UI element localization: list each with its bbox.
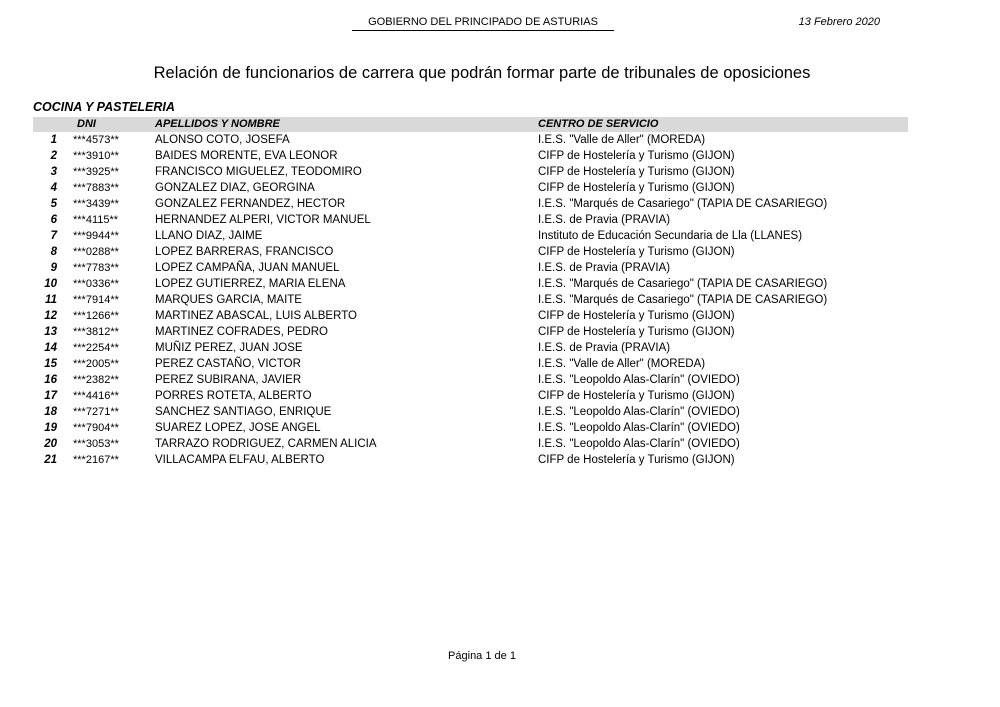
- row-center: I.E.S. de Pravia (PRAVIA): [538, 214, 671, 226]
- row-center: I.E.S. "Leopoldo Alas-Clarín" (OVIEDO): [538, 438, 740, 450]
- row-number: 15: [44, 358, 57, 370]
- row-dni: ***2167**: [73, 454, 119, 466]
- table-row: [33, 421, 908, 437]
- row-dni: ***0336**: [73, 278, 119, 290]
- row-dni: ***7883**: [73, 182, 119, 194]
- column-header-center: CENTRO DE SERVICIO: [538, 118, 659, 130]
- table-row: [33, 405, 908, 421]
- column-header-dni: DNI: [77, 118, 96, 130]
- row-dni: ***4573**: [73, 134, 119, 146]
- row-name: PORRES ROTETA, ALBERTO: [155, 390, 312, 402]
- row-number: 20: [44, 438, 57, 450]
- row-name: VILLACAMPA ELFAU, ALBERTO: [155, 454, 325, 466]
- row-name: MUÑIZ PEREZ, JUAN JOSE: [155, 342, 303, 354]
- table-row: [33, 165, 908, 181]
- table-row: [33, 309, 908, 325]
- table-row: [33, 389, 908, 405]
- row-dni: ***2254**: [73, 342, 119, 354]
- row-number: 4: [50, 182, 57, 194]
- row-center: I.E.S. "Valle de Aller" (MOREDA): [538, 134, 706, 146]
- row-center: CIFP de Hostelería y Turismo (GIJON): [538, 246, 735, 258]
- row-center: I.E.S. de Pravia (PRAVIA): [538, 342, 671, 354]
- row-name: BAIDES MORENTE, EVA LEONOR: [155, 150, 338, 162]
- row-number: 16: [44, 374, 57, 386]
- row-dni: ***2005**: [73, 358, 119, 370]
- table-row: [33, 261, 908, 277]
- table-row: [33, 437, 908, 453]
- table-row: [33, 213, 908, 229]
- row-number: 2: [50, 150, 57, 162]
- row-dni: ***1266**: [73, 310, 119, 322]
- row-number: 10: [44, 278, 57, 290]
- row-center: I.E.S. "Leopoldo Alas-Clarín" (OVIEDO): [538, 422, 740, 434]
- row-dni: ***3812**: [73, 326, 119, 338]
- row-dni: ***7783**: [73, 262, 119, 274]
- row-number: 21: [44, 454, 57, 466]
- row-name: HERNANDEZ ALPERI, VICTOR MANUEL: [155, 214, 371, 226]
- table-row: [33, 357, 908, 373]
- row-name: LOPEZ GUTIERREZ, MARIA ELENA: [155, 278, 346, 290]
- row-center: I.E.S. "Leopoldo Alas-Clarín" (OVIEDO): [538, 406, 740, 418]
- row-center: I.E.S. "Leopoldo Alas-Clarín" (OVIEDO): [538, 374, 740, 386]
- row-dni: ***4416**: [73, 390, 119, 402]
- row-center: CIFP de Hostelería y Turismo (GIJON): [538, 454, 735, 466]
- document-date: 13 Febrero 2020: [798, 16, 880, 28]
- row-dni: ***7904**: [73, 422, 119, 434]
- row-dni: ***4115**: [73, 214, 119, 226]
- table-row: [33, 197, 908, 213]
- row-center: I.E.S. "Valle de Aller" (MOREDA): [538, 358, 706, 370]
- row-name: GONZALEZ DIAZ, GEORGINA: [155, 182, 315, 194]
- row-name: MARQUES GARCIA, MAITE: [155, 294, 302, 306]
- row-number: 19: [44, 422, 57, 434]
- row-name: TARRAZO RODRIGUEZ, CARMEN ALICIA: [155, 438, 377, 450]
- row-dni: ***3910**: [73, 150, 119, 162]
- row-center: Instituto de Educación Secundaria de Lla (LLANES): [538, 230, 803, 242]
- row-number: 11: [45, 294, 57, 306]
- row-center: CIFP de Hostelería y Turismo (GIJON): [538, 166, 735, 178]
- table-row: [33, 373, 908, 389]
- table-header: [33, 117, 908, 132]
- section-title: COCINA Y PASTELERIA: [33, 100, 175, 114]
- row-name: MARTINEZ ABASCAL, LUIS ALBERTO: [155, 310, 357, 322]
- row-number: 12: [44, 310, 57, 322]
- row-center: CIFP de Hostelería y Turismo (GIJON): [538, 326, 735, 338]
- row-name: LLANO DIAZ, JAIME: [155, 230, 263, 242]
- organization-header: GOBIERNO DEL PRINCIPADO DE ASTURIAS: [352, 16, 614, 31]
- row-dni: ***3053**: [73, 438, 119, 450]
- row-center: CIFP de Hostelería y Turismo (GIJON): [538, 310, 735, 322]
- row-number: 1: [50, 134, 57, 146]
- row-name: SANCHEZ SANTIAGO, ENRIQUE: [155, 406, 332, 418]
- table-row: [33, 133, 908, 149]
- row-number: 18: [44, 406, 57, 418]
- row-name: SUAREZ LOPEZ, JOSE ANGEL: [155, 422, 321, 434]
- table-row: [33, 245, 908, 261]
- row-number: 8: [50, 246, 57, 258]
- row-dni: ***9944**: [73, 230, 119, 242]
- row-dni: ***2382**: [73, 374, 119, 386]
- row-name: MARTINEZ COFRADES, PEDRO: [155, 326, 328, 338]
- table-row: [33, 293, 908, 309]
- row-name: LOPEZ BARRERAS, FRANCISCO: [155, 246, 334, 258]
- row-name: GONZALEZ FERNANDEZ, HECTOR: [155, 198, 346, 210]
- table-row: [33, 181, 908, 197]
- row-dni: ***0288**: [73, 246, 119, 258]
- row-center: I.E.S. de Pravia (PRAVIA): [538, 262, 671, 274]
- row-center: I.E.S. "Marqués de Casariego" (TAPIA DE CASARIEGO): [538, 294, 828, 306]
- table-body: [33, 133, 908, 469]
- row-dni: ***7914**: [73, 294, 119, 306]
- row-name: LOPEZ CAMPAÑA, JUAN MANUEL: [155, 262, 340, 274]
- row-name: PEREZ SUBIRANA, JAVIER: [155, 374, 302, 386]
- row-name: ALONSO COTO, JOSEFA: [155, 134, 290, 146]
- table-row: [33, 325, 908, 341]
- row-number: 3: [50, 166, 57, 178]
- row-dni: ***3439**: [73, 198, 119, 210]
- row-number: 13: [44, 326, 57, 338]
- row-center: I.E.S. "Marqués de Casariego" (TAPIA DE CASARIEGO): [538, 278, 828, 290]
- row-center: CIFP de Hostelería y Turismo (GIJON): [538, 390, 735, 402]
- row-center: I.E.S. "Marqués de Casariego" (TAPIA DE CASARIEGO): [538, 198, 828, 210]
- row-number: 17: [44, 390, 57, 402]
- row-number: 6: [50, 214, 57, 226]
- row-name: FRANCISCO MIGUELEZ, TEODOMIRO: [155, 166, 362, 178]
- row-dni: ***3925**: [73, 166, 119, 178]
- table-row: [33, 453, 908, 469]
- document-title: Relación de funcionarios de carrera que podrán formar parte de tribunales de oposiciones: [153, 64, 811, 82]
- row-number: 9: [50, 262, 57, 274]
- column-header-name: APELLIDOS Y NOMBRE: [155, 118, 280, 130]
- table-row: [33, 341, 908, 357]
- row-center: CIFP de Hostelería y Turismo (GIJON): [538, 182, 735, 194]
- row-number: 7: [50, 230, 57, 242]
- table-row: [33, 229, 908, 245]
- page-number: Página 1 de 1: [448, 650, 516, 662]
- row-name: PEREZ CASTAÑO, VICTOR: [155, 358, 301, 370]
- table-row: [33, 149, 908, 165]
- row-center: CIFP de Hostelería y Turismo (GIJON): [538, 150, 735, 162]
- table-row: [33, 277, 908, 293]
- row-dni: ***7271**: [73, 406, 119, 418]
- row-number: 14: [44, 342, 57, 354]
- row-number: 5: [50, 198, 57, 210]
